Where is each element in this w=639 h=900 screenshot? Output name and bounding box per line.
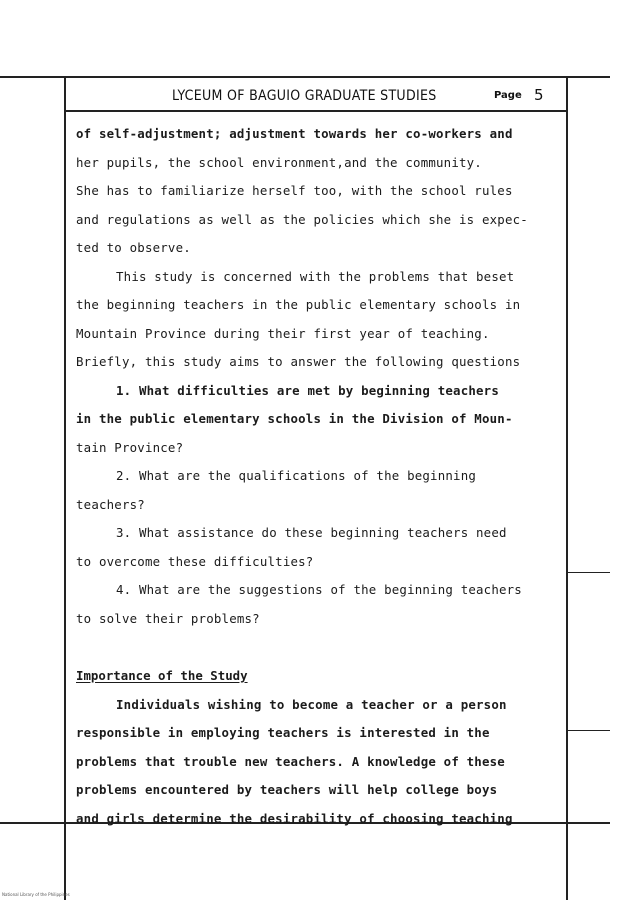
page-header (66, 84, 566, 108)
text-line: in the public elementary schools in the Division of Moun- (76, 411, 513, 426)
top-rule (0, 76, 610, 78)
footer-credit: National Library of the Philippines (2, 892, 70, 897)
text-line: ted to observe. (76, 240, 191, 255)
text-line: She has to familiarize herself too, with the school rules (76, 183, 513, 198)
right-tick-2 (566, 730, 610, 731)
text-line: Mountain Province during their first year of teaching. (76, 325, 490, 341)
header-title: LYCEUM OF BAGUIO GRADUATE STUDIES (172, 88, 437, 104)
text-line: and girls determine the desirability of choosing teaching (76, 810, 513, 826)
text-line: 2. What are the qualifications of the beginning (116, 468, 477, 483)
text-line: Individuals wishing to become a teacher or a person (116, 696, 507, 712)
text-line: of self-adjustment; adjustment towards her co-workers and (76, 126, 513, 141)
text-line: to overcome these difficulties? (76, 553, 314, 569)
text-line: and regulations as well as the policies which she is expec- (76, 211, 528, 227)
text-line: problems encountered by teachers will help college boys (76, 782, 498, 797)
text-line: problems that trouble new teachers. A knowledge of these (76, 753, 505, 769)
text-line: to solve their problems? (76, 610, 260, 626)
text-line: 3. What assistance do these beginning teachers need (116, 525, 507, 540)
text-line: tain Province? (76, 439, 184, 455)
text-line: her pupils, the school environment,and the community. (76, 154, 482, 170)
header-underline-rule (66, 110, 566, 112)
text-line: teachers? (76, 496, 145, 512)
text-line: This study is concerned with the problems that beset (116, 268, 515, 284)
section-heading: Importance of the Study (76, 668, 248, 683)
page-number: 5 (534, 86, 544, 104)
text-line: 1. What difficulties are met by beginning teachers (116, 382, 499, 398)
text-line: Briefly, this study aims to answer the following questions (76, 354, 521, 369)
right-margin-rule (566, 76, 568, 900)
right-tick-1 (566, 572, 610, 573)
left-margin-rule (64, 76, 66, 900)
text-line: responsible in employing teachers is interested in the (76, 725, 490, 740)
text-line: 4. What are the suggestions of the beginning teachers (116, 582, 522, 597)
page-label: Page (494, 90, 522, 101)
text-line: the beginning teachers in the public elementary schools in (76, 297, 521, 312)
